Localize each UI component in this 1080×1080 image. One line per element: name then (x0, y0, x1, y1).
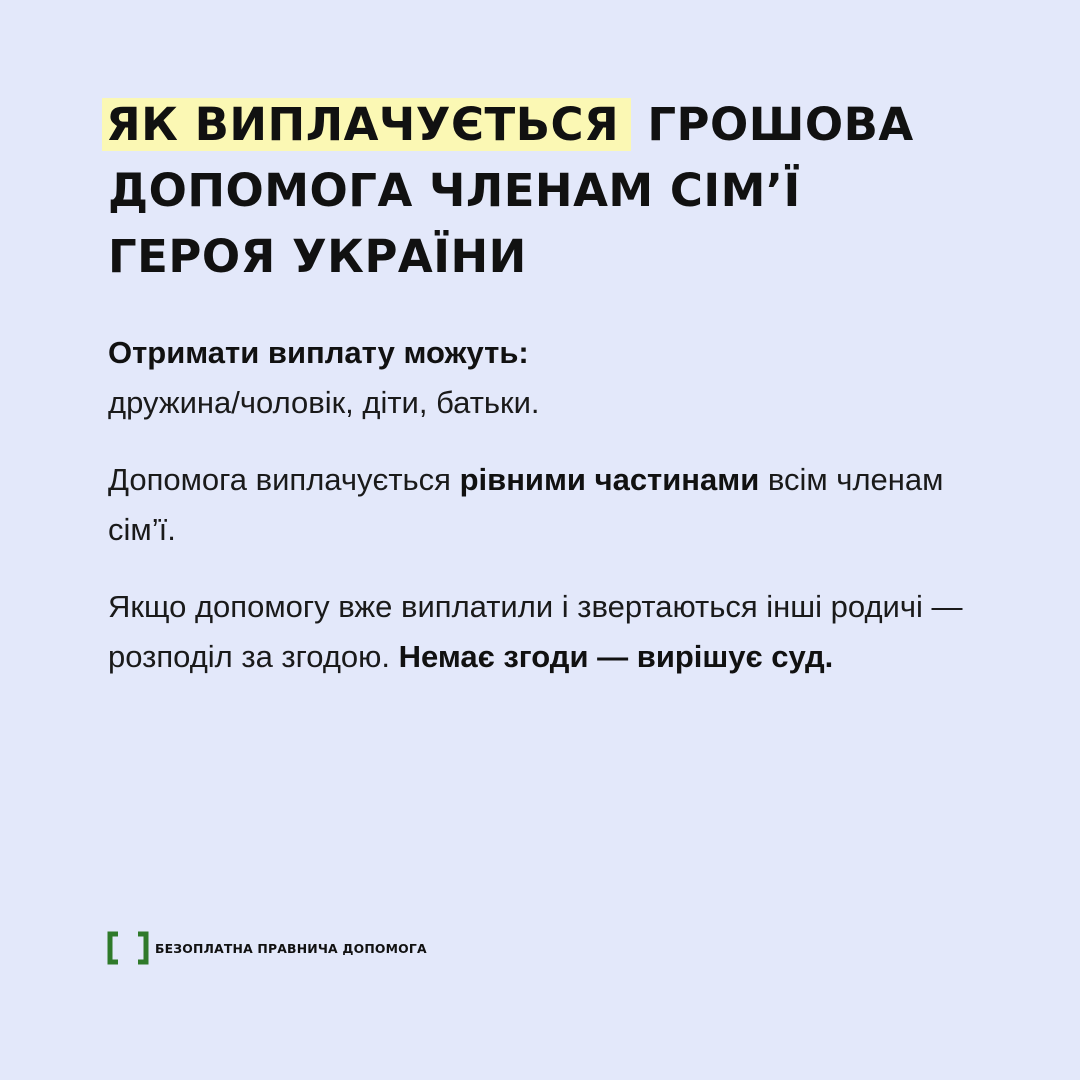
equal-shares-bold: рівними частинами (459, 462, 760, 497)
recipients-heading: Отримати виплату можуть: (108, 335, 529, 370)
paragraph-recipients (108, 328, 1008, 428)
dispute-text: Якщо допомогу вже виплатили і звертаються інші родичі — розподіл за згодою. (108, 589, 963, 674)
brand-name: БЕЗОПЛАТНА ПРАВНИЧА ДОПОМОГА (155, 940, 427, 956)
paragraph-equal-shares (108, 455, 1008, 555)
title-line3: ГЕРОЯ УКРАЇНИ (108, 230, 527, 283)
body-text (108, 328, 1008, 709)
green-brackets-icon (107, 931, 149, 965)
page-title (108, 92, 1008, 290)
title-line2: ДОПОМОГА ЧЛЕНАМ СІМ’Ї (108, 164, 801, 217)
recipients-list: дружина/чоловік, діти, батьки. (108, 385, 540, 420)
equal-shares-before: Допомога виплачується (108, 462, 460, 497)
paragraph-dispute (108, 582, 1008, 682)
title-line1-rest: ГРОШОВА (631, 98, 914, 151)
brand-logo (107, 930, 427, 966)
title-highlight: ЯК ВИПЛАЧУЄТЬСЯ (102, 98, 631, 151)
dispute-bold: Немає згоди — вирішує суд. (398, 639, 834, 674)
equal-shares-after: всім членам сім’ї. (108, 462, 944, 547)
